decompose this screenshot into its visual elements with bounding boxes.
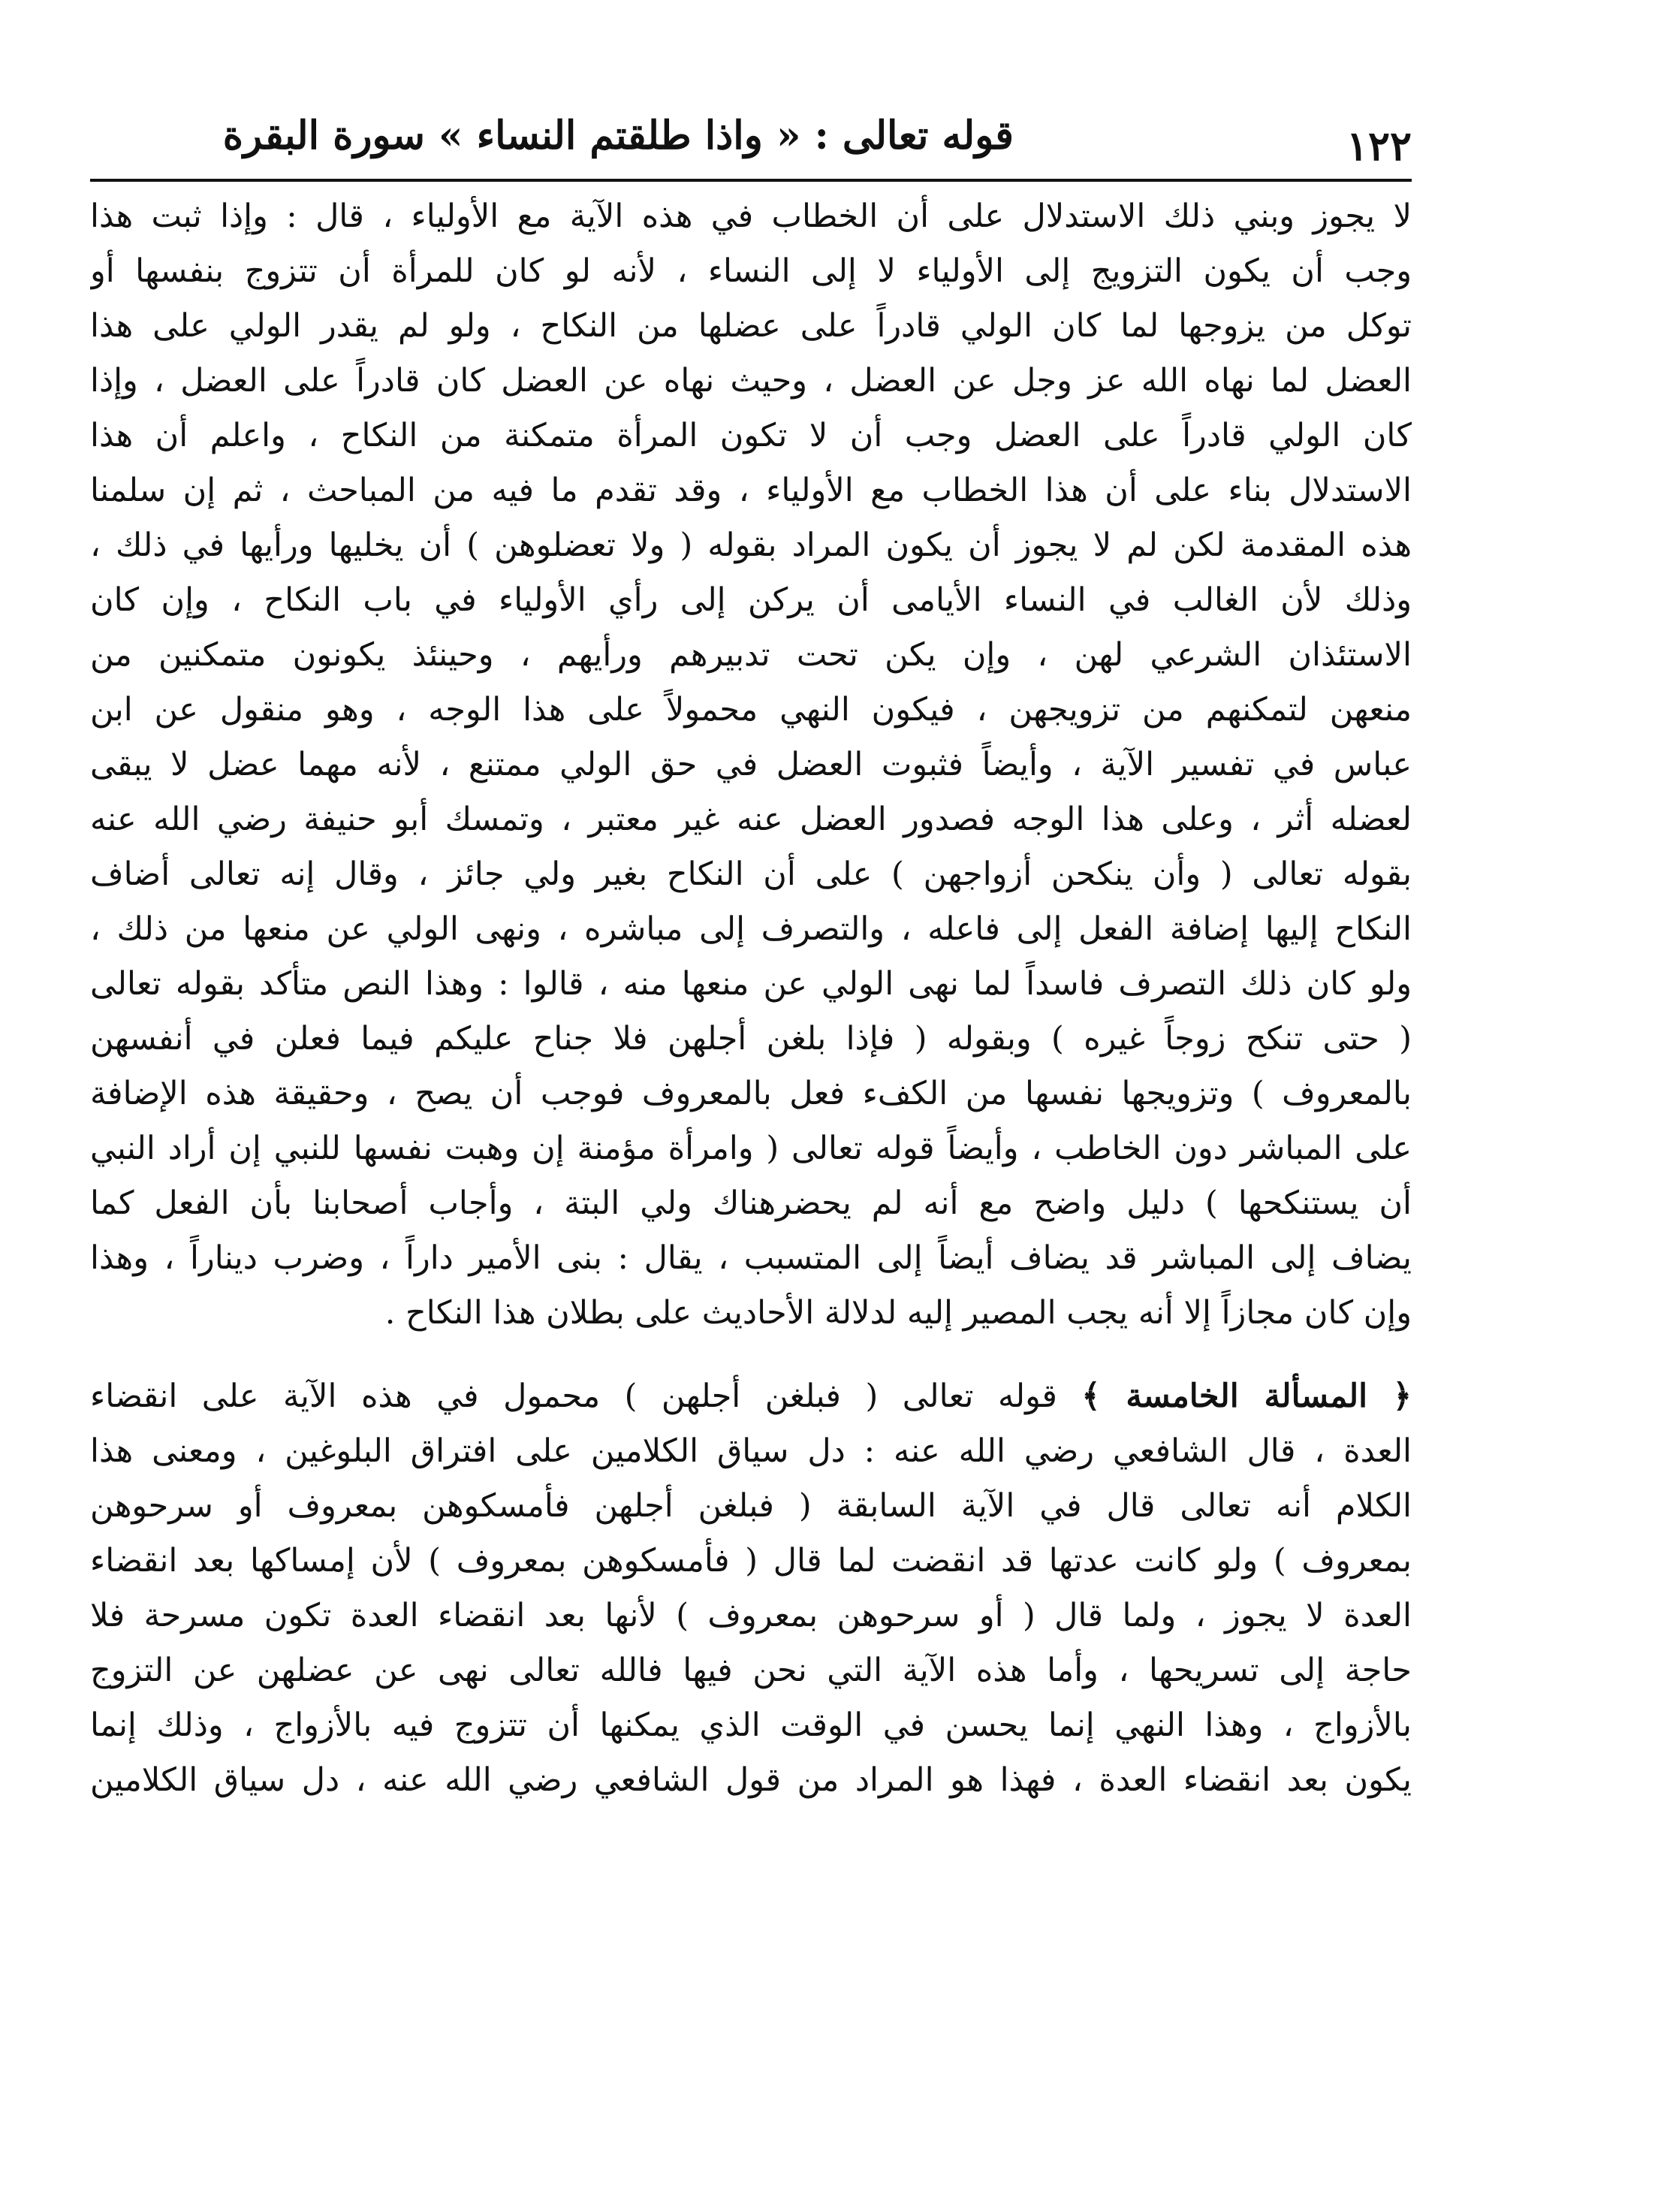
text-line: بمعروف ) ولو كانت عدتها قد انقضت لما قال ( فأمسكوهن بمعروف ) لأن إمساكها بعد انقضاء [90, 1542, 1412, 1580]
text-line: لا يجوز وبني ذلك الاستدلال على أن الخطاب في هذه الآية مع الأولياء ، قال : وإذا ثبت هذا [90, 198, 1412, 235]
text-line: الاستئذان الشرعي لهن ، وإن يكن تحت تدبيرهم ورأيهم ، وحينئذ يكونون متمكنين من [90, 636, 1412, 674]
text-line: بالأزواج ، وهذا النهي إنما يحسن في الوقت الذي يمكنها أن تتزوج فيه بالأزواج ، وذلك إنما [90, 1707, 1412, 1744]
page-number: ١٢٢ [1346, 122, 1412, 170]
running-title: قوله تعالى : « واذا طلقتم النساء » سورة البقرة [222, 113, 1014, 158]
text-line: ( حتى تنكح زوجاً غيره ) وبقوله ( فإذا بلغن أجلهن فلا جناح عليكم فيما فعلن في أنفسهن [90, 1020, 1412, 1058]
text-line-with-heading [90, 1369, 1412, 1424]
text-line: العدة ، قال الشافعي رضي الله عنه : دل سياق الكلامين على افتراق البلوغين ، ومعنى هذا [90, 1432, 1412, 1470]
text-line: وإن كان مجازاً إلا أنه يجب المصير إليه لدلالة الأحاديث على بطلان هذا النكاح . [384, 1294, 1412, 1332]
text-line: أن يستنكحها ) دليل واضح مع أنه لم يحضرهناك ولي البتة ، وأجاب أصحابنا بأن الفعل كما [90, 1184, 1412, 1222]
paragraph-1 [90, 189, 1412, 1341]
header-divider [90, 179, 1412, 182]
text-line: على المباشر دون الخاطب ، وأيضاً قوله تعالى ( وامرأة مؤمنة إن وهبت نفسها للنبي إن أراد النبي [90, 1130, 1412, 1167]
text-line: يضاف إلى المباشر قد يضاف أيضاً إلى المتسبب ، يقال : بنى الأمير داراً ، وضرب ديناراً ، وهذا [90, 1239, 1412, 1277]
section-heading: ﴿ المسألة الخامسة ﴾ [1081, 1378, 1412, 1415]
text-line: العضل لما نهاه الله عز وجل عن العضل ، وحيث نهاه عن العضل كان قادراً على العضل ، وإذا [90, 362, 1412, 400]
text-line: الكلام أنه تعالى قال في الآية السابقة ( فبلغن أجلهن فأمسكوهن بمعروف أو سرحوهن [90, 1487, 1412, 1525]
text-line: يكون بعد انقضاء العدة ، فهذا هو المراد من قول الشافعي رضي الله عنه ، دل سياق الكلامين [90, 1761, 1412, 1799]
text-line: النكاح إليها إضافة الفعل إلى فاعله ، والتصرف إلى مباشره ، ونهى الولي عن منعها من ذلك ، [90, 910, 1412, 948]
text-line: كان الولي قادراً على العضل وجب أن لا تكون المرأة متمكنة من النكاح ، واعلم أن هذا [90, 417, 1412, 454]
text-line: الاستدلال بناء على أن هذا الخطاب مع الأولياء ، وقد تقدم ما فيه من المباحث ، ثم إن سلمنا [90, 472, 1412, 509]
paragraph-2 [90, 1369, 1412, 1808]
text-line: لعضله أثر ، وعلى هذا الوجه فصدور العضل عنه غير معتبر ، وتمسك أبو حنيفة رضي الله عنه [90, 801, 1412, 838]
text-line: منعهن لتمكنهم من تزويجهن ، فيكون النهي محمولاً على هذا الوجه ، وهو منقول عن ابن [90, 691, 1412, 729]
text-line: العدة لا يجوز ، ولما قال ( أو سرحوهن بمعروف ) لأنها بعد انقضاء العدة تكون مسرحة فلا [90, 1597, 1412, 1634]
paragraph-spacer [90, 1341, 1412, 1369]
text-line: حاجة إلى تسريحها ، وأما هذه الآية التي نحن فيها فالله تعالى نهى عن عضلهن عن التزوج [90, 1652, 1412, 1689]
text-line: بالمعروف ) وتزويجها نفسها من الكفء فعل بالمعروف فوجب أن يصح ، وحقيقة هذه الإضافة [90, 1075, 1412, 1112]
text-line: توكل من يزوجها لما كان الولي قادراً على عضلها من النكاح ، ولو لم يقدر الولي على هذا [90, 307, 1412, 345]
text-line: ولو كان ذلك التصرف فاسداً لما نهى الولي عن منعها منه ، قالوا : وهذا النص متأكد بقوله تعالى [90, 965, 1412, 1003]
text-line: هذه المقدمة لكن لم لا يجوز أن يكون المراد بقوله ( ولا تعضلوهن ) أن يخليها ورأيها في ذلك ، [90, 527, 1412, 564]
text-line: وجب أن يكون التزويج إلى الأولياء لا إلى النساء ، لأنه لو كان للمرأة أن تتزوج بنفسها أو [90, 252, 1412, 290]
body-text [90, 189, 1412, 1808]
page-header [90, 105, 1412, 177]
heading-line-text: قوله تعالى ( فبلغن أجلهن ) محمول في هذه الآية على انقضاء [90, 1378, 1057, 1415]
text-line: وذلك لأن الغالب في النساء الأيامى أن يركن إلى رأي الأولياء في باب النكاح ، وإن كان [90, 581, 1412, 619]
text-line: عباس في تفسير الآية ، وأيضاً فثبوت العضل في حق الولي ممتنع ، لأنه مهما عضل لا يبقى [90, 746, 1412, 783]
text-line: بقوله تعالى ( وأن ينكحن أزواجهن ) على أن النكاح بغير ولي جائز ، وقال إنه تعالى أضاف [90, 856, 1412, 893]
